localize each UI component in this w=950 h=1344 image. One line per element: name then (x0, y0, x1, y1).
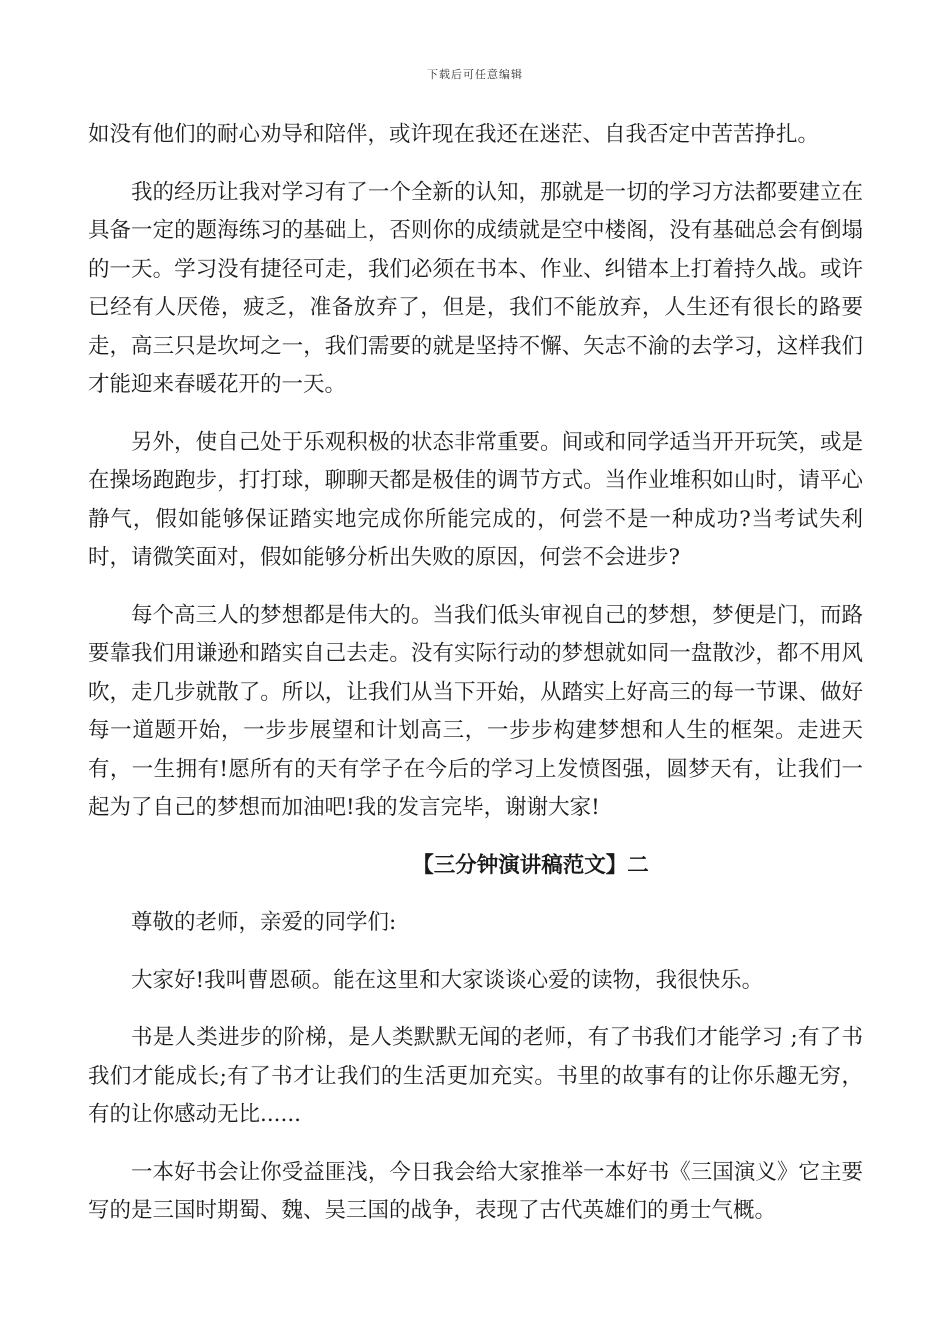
paragraph-intro: 大家好!我叫曹恩硕。能在这里和大家谈谈心爱的读物，我很快乐。 (131, 967, 764, 993)
paragraph-books: 书是人类进步的阶梯，是人类默默无闻的老师，有了书我们才能学习 ;有了书我们才能成长;有了书才让我们的生活更加充实。书里的故事有的让你乐趣无穷，有的让你感动无比...... (88, 1025, 863, 1127)
paragraph-greeting: 尊敬的老师，亲爱的同学们: (131, 910, 397, 935)
paragraph-1: 如没有他们的耐心劝导和陪伴，或许现在我还在迷茫、自我否定中苦苦挣扎。 (88, 122, 820, 147)
paragraph-recommendation: 一本好书会让你受益匪浅，今日我会给大家推举一本好书《三国演义》它主要写的是三国时期蜀、魏、吴三国的战争，表现了古代英雄们的勇士气概。 (88, 1159, 863, 1223)
document-body (88, 116, 863, 1231)
section-heading: 【三分钟演讲稿范文】二 (412, 852, 649, 878)
paragraph-3: 另外，使自己处于乐观积极的状态非常重要。间或和同学适当开开玩笑，或是在操场跑跑步，打打球，聊聊天都是极佳的调节方式。当作业堆积如山时，请平心静气，假如能够保证踏实地完成你所能完成的，何尝不是一种成功?当考试失利时，请微笑面对，假如能够分析出失败的原因，何尝不会进步? (88, 429, 863, 570)
paragraph-2: 我的经历让我对学习有了一个全新的认知，那就是一切的学习方法都要建立在具备一定的题海练习的基础上，否则你的成绩就是空中楼阁，没有基础总会有倒塌的一天。学习没有捷径可走，我们必须在书本、作业、纠错本上打着持久战。或许已经有人厌倦，疲乏，准备放弃了，但是，我们不能放弃，人生还有很长的路要走，高三只是坎坷之一，我们需要的就是坚持不懈、矢志不渝的去学习，这样我们才能迎来春暖花开的一天。 (88, 179, 863, 397)
paragraph-4: 每个高三人的梦想都是伟大的。当我们低头审视自己的梦想，梦便是门，而路要靠我们用谦逊和踏实自己去走。没有实际行动的梦想就如同一盘散沙，都不用风吹，走几步就散了。所以，让我们从当下开始，从踏实上好高三的每一节课、做好每一道题开始，一步步展望和计划高三，一步步构建梦想和人生的框架。走进天有，一生拥有!愿所有的天有学子在今后的学习上发愤图强，圆梦天有，让我们一起为了自己的梦想而加油吧!我的发言完毕，谢谢大家! (88, 602, 863, 820)
page-header-note: 下载后可任意编辑 (427, 68, 523, 81)
